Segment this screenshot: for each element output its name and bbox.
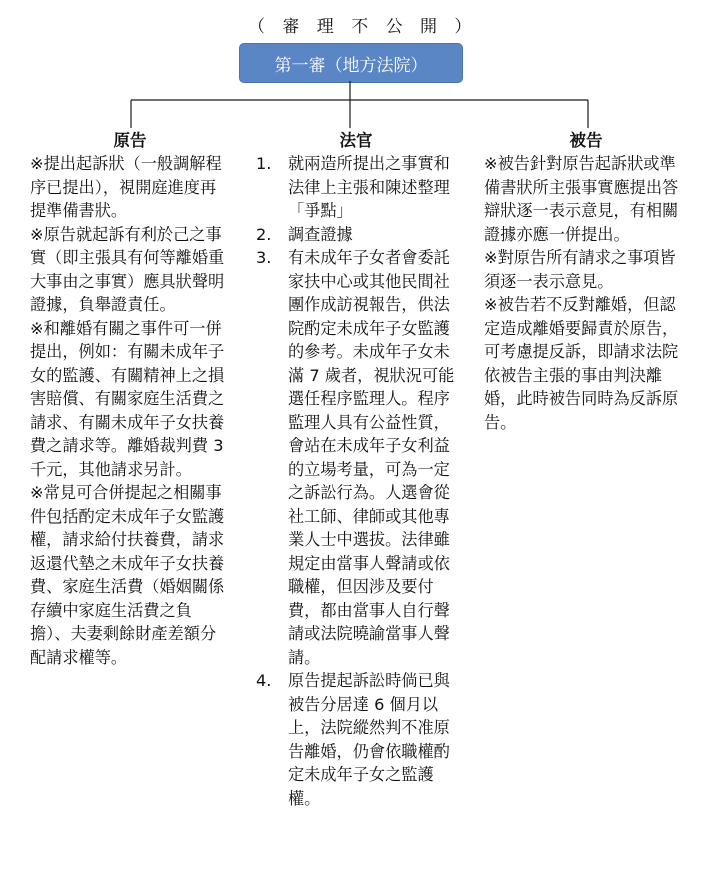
defendant-paragraph: ※被告若不反對離婚，但認定造成離婚要歸責於原告，可考慮提反訴，即請求法院依被告主張的事由判決離婚，此時被告同時為反訴原告。 bbox=[484, 295, 679, 432]
item-text: 原告提起訴訟時倘已與被告分居達 6 個月以上，法院縱然判不准原告離婚，仍會依職權酌定未成年子女之監護權。 bbox=[288, 671, 450, 808]
judge-list-item bbox=[256, 246, 456, 669]
judge-title: 法官 bbox=[339, 131, 373, 150]
confidentiality-note: （ 審 理 不 公 開 ） bbox=[248, 17, 478, 37]
court-box-label: 第一審（地方法院） bbox=[274, 55, 428, 76]
item-number: 3. bbox=[256, 248, 272, 267]
item-text: 就兩造所提出之事實和法律上主張和陳述整理「爭點」 bbox=[288, 154, 450, 220]
plaintiff-paragraph: ※提出起訴狀（一般調解程序已提出），視開庭進度再提準備書狀。 bbox=[30, 154, 222, 220]
judge-list-item bbox=[256, 223, 456, 247]
defendant-paragraph: ※對原告所有請求之事項皆須逐一表示意見。 bbox=[484, 248, 676, 291]
defendant-paragraph: ※被告針對原告起訴狀或準備書狀所主張事實應提出答辯狀逐一表示意見，有相關證據亦應一併提出。 bbox=[484, 154, 679, 244]
connector-lines bbox=[0, 0, 724, 140]
plaintiff-paragraph: ※和離婚有關之事件可一併提出，例如：有關未成年子女的監護、有關精神上之損害賠償、有關家庭生活費之請求、有關未成年子女扶養費之請求等。離婚裁判費 3 千元，其他請求另計。 bbox=[30, 318, 225, 479]
judge-list-item bbox=[256, 669, 456, 810]
plaintiff-column bbox=[30, 130, 230, 669]
defendant-column bbox=[484, 130, 688, 434]
item-number: 4. bbox=[256, 671, 272, 690]
item-text: 調查證據 bbox=[288, 224, 353, 244]
plaintiff-paragraph: ※常見可合併提起之相關事件包括酌定未成年子女監護權，請求給付扶養費，請求返還代墊之未成年子女扶養費、家庭生活費（婚姻關係存續中家庭生活費之負擔）、夫妻剩餘財產差額分配請求權等。 bbox=[30, 483, 225, 667]
item-number: 2. bbox=[256, 224, 272, 244]
judge-list bbox=[256, 152, 456, 810]
item-text: 有未成年子女者會委託家扶中心或其他民間社團作成訪視報告，供法院酌定未成年子女監護的參考。未成年子女未滿 7 歲者，視狀況可能選任程序監理人。程序監理人具有公益性質，會站在未成年子女利益的立場考量，可為一定之訴訟行為。人選會從社工師、律師或其他專業人士中選拔。法律雖規定由當事人聲請或依職權，但因涉及要付費，都由當事人自行聲請或法院曉諭當事人聲請。 bbox=[288, 248, 455, 667]
judge-column bbox=[256, 130, 456, 810]
plaintiff-title: 原告 bbox=[113, 131, 147, 150]
judge-list-item bbox=[256, 152, 456, 223]
defendant-title: 被告 bbox=[569, 131, 603, 150]
item-number: 1. bbox=[256, 154, 272, 173]
plaintiff-paragraph: ※原告就起訴有利於己之事實（即主張具有何等離婚重大事由之事實）應具狀聲明證據，負舉證責任。 bbox=[30, 224, 225, 314]
